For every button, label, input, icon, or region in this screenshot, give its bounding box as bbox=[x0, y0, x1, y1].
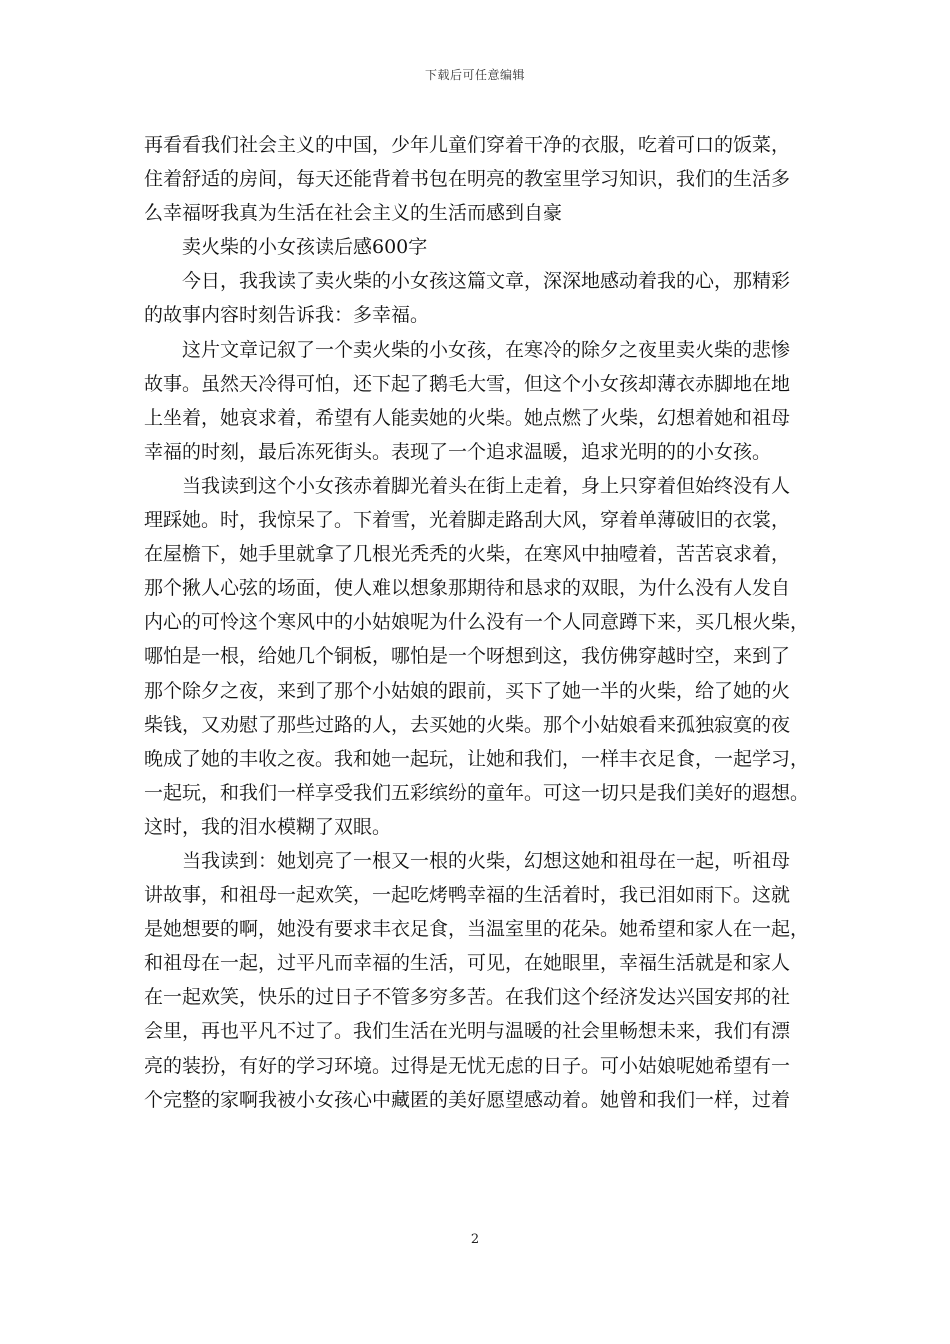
section-title: 卖火柴的小女孩读后感600字 bbox=[182, 236, 428, 259]
text-line: 和祖母在一起，过平凡而幸福的生活，可见，在她眼里，幸福生活就是和家人 bbox=[144, 952, 791, 975]
text-line: 今日，我我读了卖火柴的小女孩这篇文章，深深地感动着我的心，那精彩 bbox=[182, 270, 791, 293]
text-line: 的故事内容时刻告诉我：多幸福。 bbox=[144, 304, 430, 327]
text-line: 理踩她。时，我惊呆了。下着雪，光着脚走路刮大风，穿着单薄破旧的衣裳， bbox=[144, 509, 791, 532]
text-line: 是她想要的啊，她没有要求丰衣足食，当温室里的花朵。她希望和家人在一起， bbox=[144, 918, 810, 941]
text-line: 一起玩，和我们一样享受我们五彩缤纷的童年。可这一切只是我们美好的遐想。 bbox=[144, 781, 810, 804]
text-line: 个完整的家啊我被小女孩心中藏匿的美好愿望感动着。她曾和我们一样，过着 bbox=[144, 1088, 791, 1111]
text-line: 故事。虽然天冷得可怕，还下起了鹅毛大雪，但这个小女孩却薄衣赤脚地在地 bbox=[144, 372, 791, 395]
text-line: 柴钱，又劝慰了那些过路的人，去买她的火柴。那个小姑娘看来孤独寂寞的夜 bbox=[144, 713, 791, 736]
text-line: 会里，再也平凡不过了。我们生活在光明与温暖的社会里畅想未来，我们有漂 bbox=[144, 1020, 791, 1043]
text-line: 当我读到这个小女孩赤着脚光着头在街上走着，身上只穿着但始终没有人 bbox=[182, 474, 791, 497]
text-line: 幸福的时刻，最后冻死街头。表现了一个追求温暖，追求光明的的小女孩。 bbox=[144, 440, 772, 463]
text-line: 晚成了她的丰收之夜。我和她一起玩，让她和我们，一样丰衣足食，一起学习， bbox=[144, 747, 810, 770]
text-line: 么幸福呀我真为生活在社会主义的生活而感到自豪 bbox=[144, 202, 563, 225]
text-line: 在一起欢笑，快乐的过日子不管多穷多苦。在我们这个经济发达兴国安邦的社 bbox=[144, 986, 791, 1009]
page-number: 2 bbox=[470, 1232, 480, 1247]
text-line: 那个揪人心弦的场面，使人难以想象那期待和恳求的双眼，为什么没有人发自 bbox=[144, 577, 791, 600]
text-line: 哪怕是一根，给她几个铜板，哪怕是一个呀想到这，我仿佛穿越时空，来到了 bbox=[144, 645, 791, 668]
text-line: 当我读到：她划亮了一根又一根的火柴，幻想这她和祖母在一起，听祖母 bbox=[182, 849, 791, 872]
text-line: 再看看我们社会主义的中国，少年儿童们穿着干净的衣服，吃着可口的饭菜， bbox=[144, 134, 791, 156]
text-line: 上坐着，她哀求着，希望有人能卖她的火柴。她点燃了火柴，幻想着她和祖母 bbox=[144, 406, 791, 429]
text-line: 那个除夕之夜，来到了那个小姑娘的跟前，买下了她一半的火柴，给了她的火 bbox=[144, 679, 791, 702]
text-line: 在屋檐下，她手里就拿了几根光秃秃的火柴，在寒风中抽噎着，苦苦哀求着， bbox=[144, 543, 791, 566]
text-line: 内心的可怜这个寒风中的小姑娘呢为什么没有一个人同意蹲下来，买几根火柴， bbox=[144, 611, 810, 634]
text-line: 讲故事，和祖母一起欢笑，一起吃烤鸭幸福的生活着时，我已泪如雨下。这就 bbox=[144, 884, 791, 907]
body-text bbox=[144, 128, 820, 1117]
text-line: 亮的装扮，有好的学习环境。过得是无忧无虑的日子。可小姑娘呢她希望有一 bbox=[144, 1054, 791, 1077]
text-line: 住着舒适的房间，每天还能背着书包在明亮的教室里学习知识，我们的生活多 bbox=[144, 168, 791, 191]
page-header: 下载后可任意编辑 bbox=[424, 68, 525, 82]
text-line: 这时，我的泪水模糊了双眼。 bbox=[144, 815, 392, 838]
text-line: 这片文章记叙了一个卖火柴的小女孩，在寒冷的除夕之夜里卖火柴的悲惨 bbox=[182, 338, 791, 361]
